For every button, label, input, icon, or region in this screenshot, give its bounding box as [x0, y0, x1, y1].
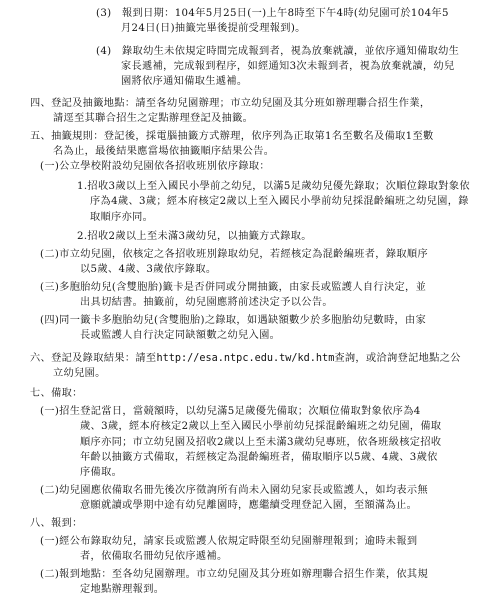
line-text: 名為止，最後結果應當場依抽籤順序結果公告。 — [53, 146, 275, 157]
line-text: 立幼兒園。 — [53, 368, 106, 379]
line-text: 序為4歲、3歲；經本府核定2歲以上至入國民小學前幼兒採混齡編班之幼兒園，錄 — [90, 196, 469, 207]
line-text: 意願就讀或學期中途有幼兒離園時，應繼續受理登記入園，至額滿為止。 — [80, 500, 418, 511]
text-line-l33 — [80, 550, 228, 564]
text-line-l19 — [40, 314, 426, 328]
line-text: 八、報到： — [30, 518, 83, 529]
text-line-l20 — [80, 329, 280, 343]
text-line-l12 — [90, 195, 469, 209]
line-text: 長或監護人自行決定同缺額數之幼兒入園。 — [80, 330, 281, 341]
line-text: 月24日(日)抽籤完畢後提前受理報到)。 — [121, 23, 306, 34]
text-line-l02 — [121, 22, 306, 36]
text-line-l30 — [80, 499, 417, 513]
text-line-l31 — [30, 517, 83, 531]
text-line-l08 — [30, 130, 434, 144]
line-text: 七、備取： — [30, 388, 83, 399]
line-text: (三)多胞胎幼兒(含雙胞胎)籤卡是否併同或分開抽籤，由家長或監護人自行決定，並 — [40, 282, 427, 293]
line-text: 定地點辦理報到。 — [80, 584, 165, 595]
text-line-l21 — [30, 352, 461, 366]
text-line-l32 — [40, 535, 417, 549]
line-text: 四、登記及抽籤地點：請至各幼兒園辦理；市立幼兒園及其分班如辦理聯合招生作業， — [30, 98, 431, 109]
text-line-l29 — [40, 484, 428, 498]
text-line-l23 — [30, 387, 83, 401]
text-line-l17 — [40, 281, 426, 295]
text-line-l10 — [40, 160, 270, 174]
line-text: 順序亦同；市立幼兒園及招收2歲以上至未滿3歲幼兒專班，依各班級核定招收 — [80, 437, 442, 448]
text-line-l26 — [80, 436, 441, 450]
line-text: (3) 報到日期：104年5月25日(一)上午8時至下午4時(幼兒園可於104年5 — [96, 8, 449, 19]
text-line-l09 — [53, 145, 274, 159]
line-text: 歲、3歲，經本府核定2歲以上至入國民小學前幼兒採混齡編班之幼兒園，備取 — [80, 421, 442, 432]
line-text: 請逕至其聯合招生之定點辦理登記及抽籤。 — [53, 113, 254, 124]
line-text: 六、登記及錄取結果：請至 — [30, 353, 157, 364]
text-line-l28 — [80, 466, 122, 480]
line-text: 1.招收3歲以上至入國民小學前之幼兒，以滿5足歲幼兒優先錄取；次順位錄取對象依 — [77, 181, 470, 192]
text-line-l35 — [80, 583, 164, 597]
line-text: 出具切結書。抽籤前，幼兒園應將前述決定予以公告。 — [80, 297, 333, 308]
text-line-l06 — [30, 97, 430, 111]
text-line-l14 — [77, 230, 312, 244]
text-line-l34 — [40, 568, 428, 582]
text-line-l03 — [96, 45, 459, 59]
text-line-l22 — [53, 367, 106, 381]
text-line-l27 — [80, 451, 438, 465]
text-line-l07 — [53, 112, 253, 126]
line-text: (二)市立幼兒園，依核定之各招收班別錄取幼兒，若經核定為混齡編班者，錄取順序 — [40, 249, 428, 260]
line-text: 取順序亦同。 — [90, 212, 154, 223]
line-text: (一)公立學校附設幼兒園依各招收班別依序錄取： — [40, 161, 270, 172]
text-line-l18 — [80, 296, 333, 310]
line-text: 五、抽籤規則：登記後，採電腦抽籤方式辦理，依序列為正取第1名至數名及備取1至數 — [30, 131, 434, 142]
line-text: 2.招收2歲以上至未滿3歲幼兒，以抽籤方式錄取。 — [77, 231, 312, 242]
line-text: (二)報到地點：至各幼兒園辦理。市立幼兒園及其分班如辦理聯合招生作業，依其規 — [40, 569, 428, 580]
text-line-l13 — [90, 211, 153, 225]
text-line-l04 — [121, 60, 455, 74]
line-text: (一)經公布錄取幼兒，請家長或監護人依規定時限至幼兒園辦理報到；逾時未報到 — [40, 536, 418, 547]
line-text: 序備取。 — [80, 467, 123, 478]
line-text: (二)幼兒園應依備取名冊先後次序徵詢所有尚未入園幼兒家長或監護人，如均表示無 — [40, 485, 428, 496]
line-text: 園將依序通知備取生遞補。 — [121, 76, 248, 87]
text-line-l25 — [80, 420, 441, 434]
text-line-l16 — [80, 263, 216, 277]
text-line-l11 — [77, 180, 470, 194]
line-text: 者，依備取名冊幼兒依序遞補。 — [80, 551, 228, 562]
line-text-after-link: 查詢，或洽詢登記地點之公 — [334, 353, 461, 364]
text-line-l05 — [121, 75, 247, 89]
text-line-l24 — [40, 405, 421, 419]
line-text: (一)招生登記當日，當競額時，以幼兒滿5足歲優先備取；次順位備取對象依序為4 — [40, 406, 421, 417]
line-text: (4) 錄取幼生未依規定時間完成報到者，視為放棄就讀，並依序通知備取幼生 — [96, 46, 460, 57]
registration-results-link[interactable]: http://esa.ntpc.edu.tw/kd.htm — [156, 353, 335, 364]
line-text: 家長遞補，完成報到程序，如經通知3次未報到者，視為放棄就讀，幼兒 — [121, 61, 455, 72]
line-text: (四)同一籤卡多胞胎幼兒(含雙胞胎)之錄取，如遇缺額數少於多胞胎幼兒數時，由家 — [40, 315, 427, 326]
text-line-l15 — [40, 248, 428, 262]
text-line-l01 — [96, 7, 449, 21]
line-text: 年齡以抽籤方式備取，若經核定為混齡編班者，備取順序以5歲、4歲、3歲依 — [80, 452, 438, 463]
line-text: 以5歲、4歲、3歲依序錄取。 — [80, 264, 217, 275]
